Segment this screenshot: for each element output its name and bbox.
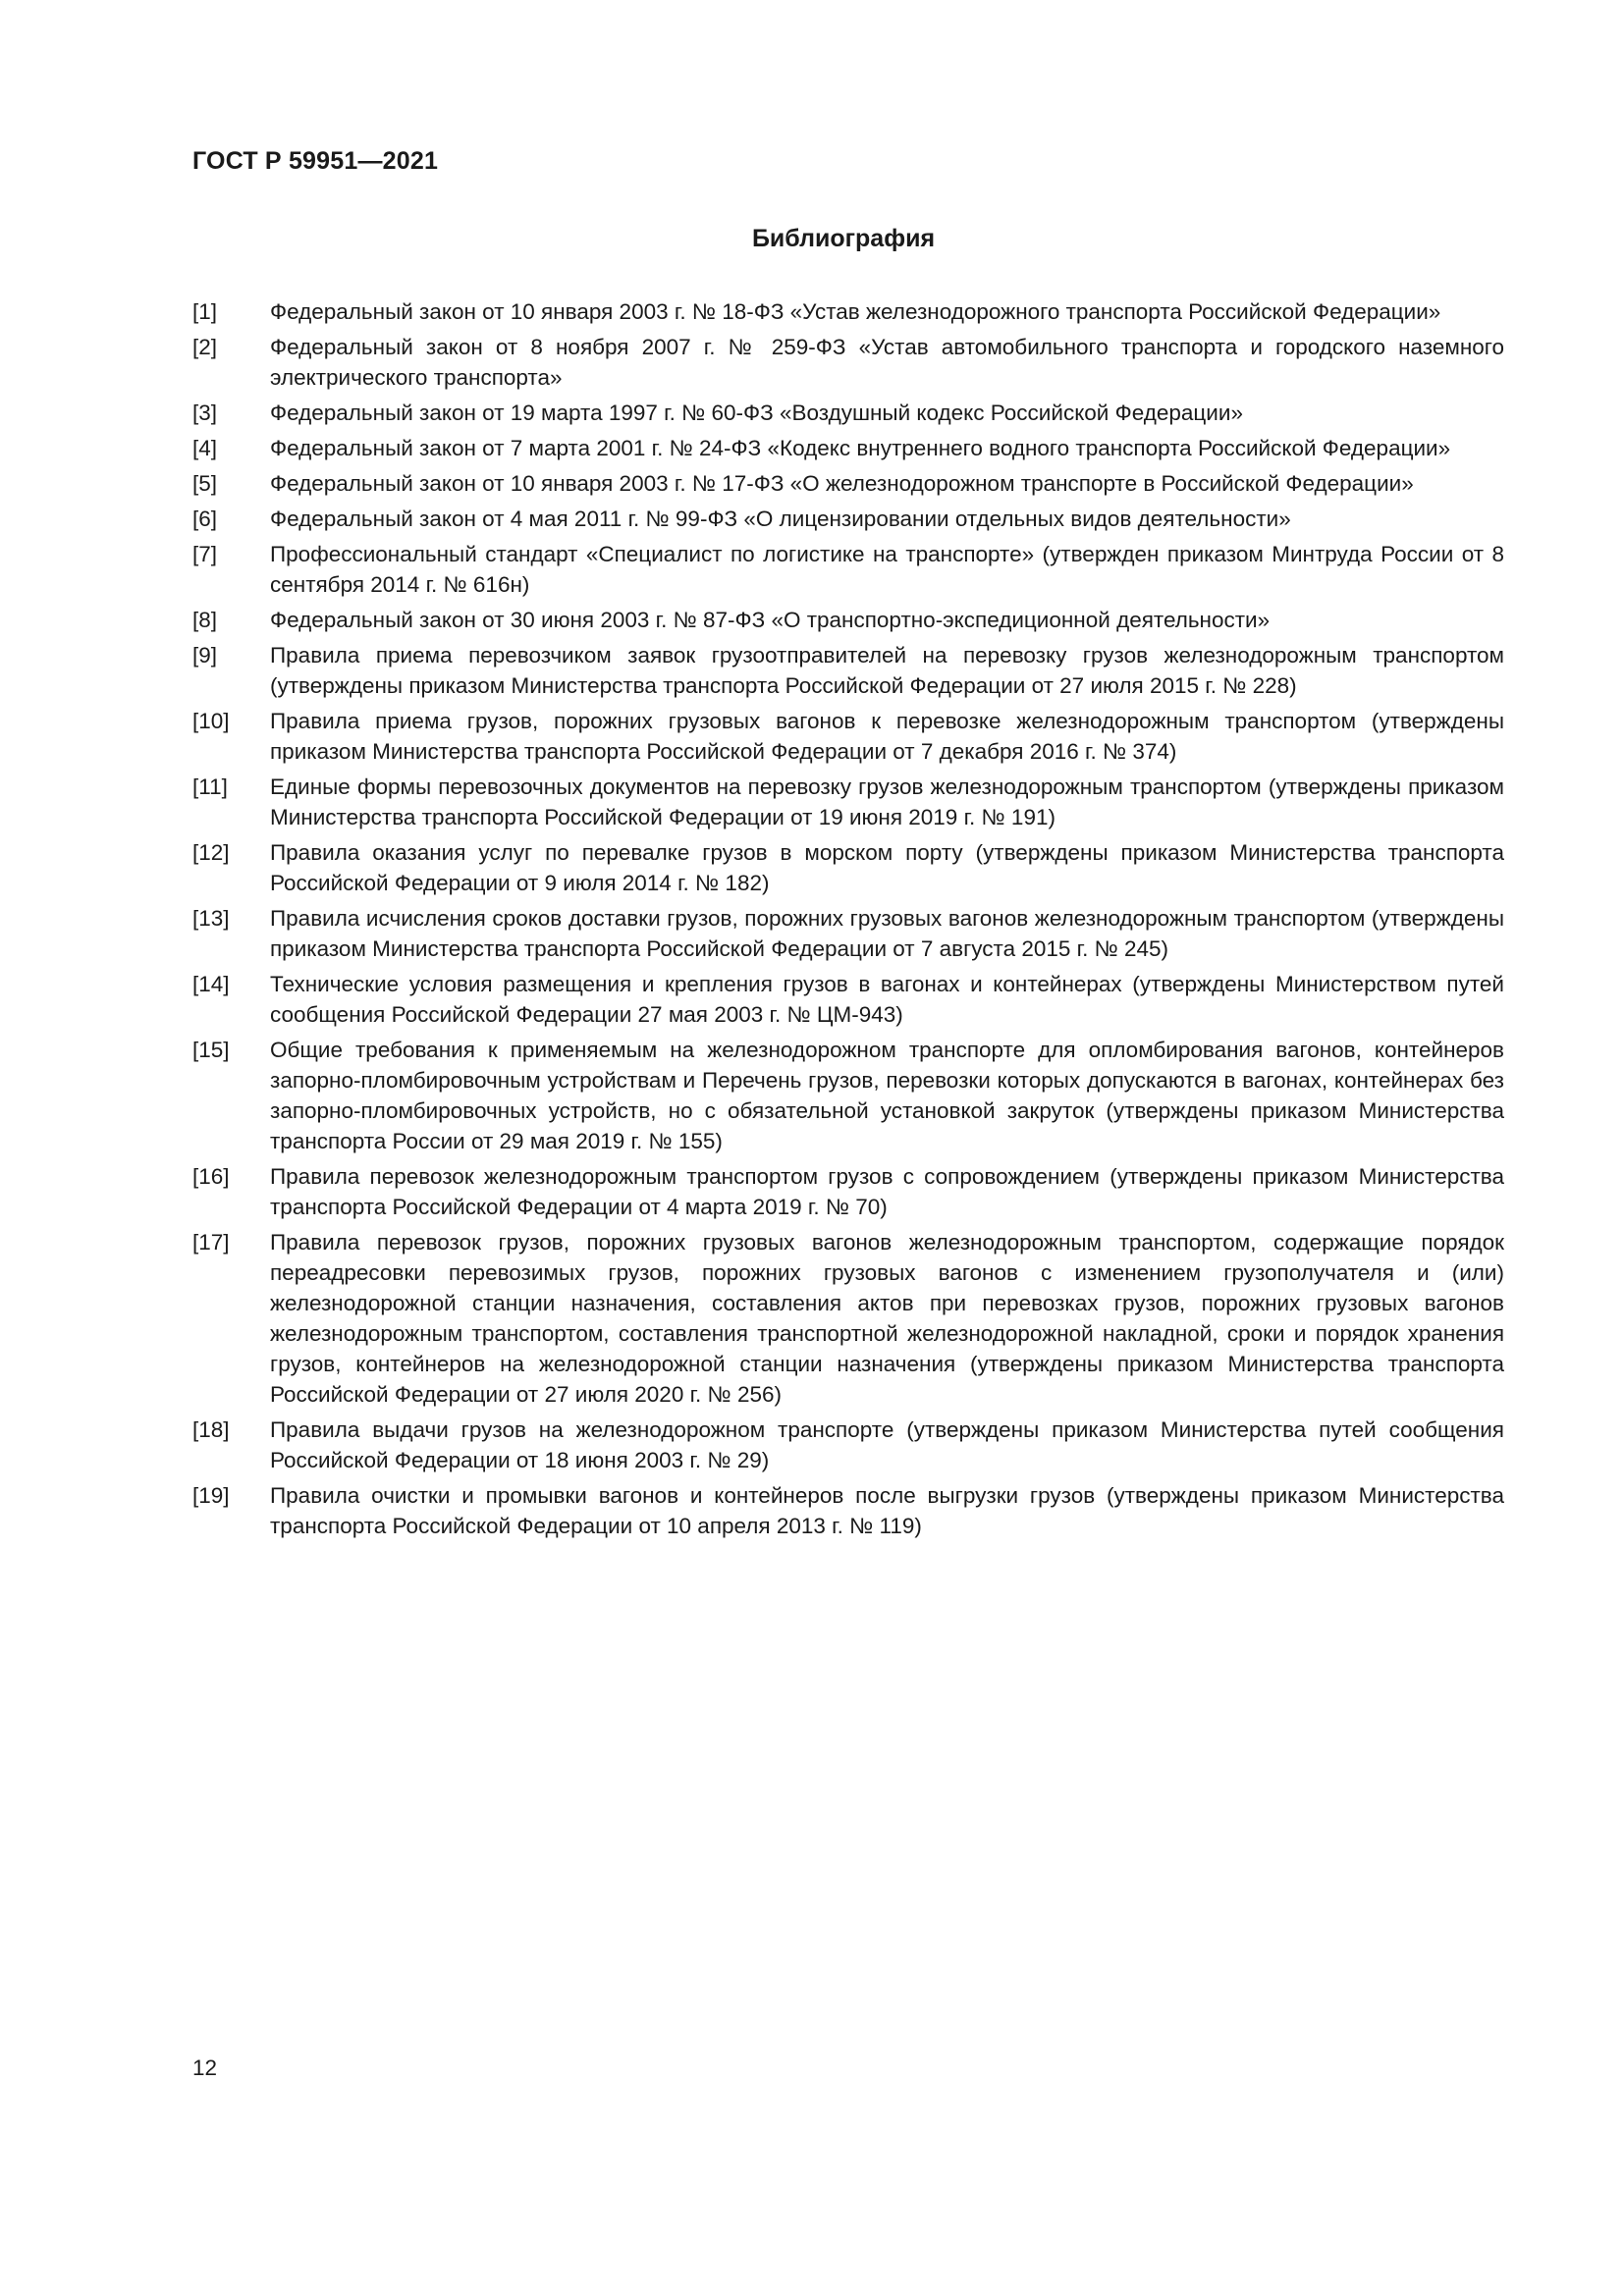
entry-number: [7]: [192, 542, 218, 566]
entry-number: [17]: [192, 1230, 230, 1255]
bibliography-entry: [192, 433, 1504, 463]
bibliography-entry: [192, 332, 1504, 393]
bibliography-entry: [192, 1480, 1504, 1541]
entry-text: Технические условия размещения и крепления грузов в вагонах и контейнерах (утверждены Министерством путей сообщения Российской Федерации 27 мая 2003 г. № ЦМ-943): [270, 972, 1504, 1027]
entry-text: Федеральный закон от 10 января 2003 г. № 17-ФЗ «О железнодорожном транспорте в Российской Федерации»: [270, 471, 1414, 496]
entry-number: [4]: [192, 436, 218, 460]
entry-text: Федеральный закон от 10 января 2003 г. № 18-ФЗ «Устав железнодорожного транспорта Российской Федерации»: [270, 299, 1441, 324]
entry-text: Правила перевозок железнодорожным транспортом грузов с сопровождением (утверждены приказом Министерства транспорта Российской Федерации от 4 марта 2019 г. № 70): [270, 1164, 1504, 1219]
bibliography-entry: [192, 1415, 1504, 1475]
bibliography-entry: [192, 1161, 1504, 1222]
entry-number: [14]: [192, 972, 230, 996]
bibliography-entry: [192, 1035, 1504, 1156]
entry-number: [11]: [192, 774, 228, 799]
entry-text: Правила приема грузов, порожних грузовых вагонов к перевозке железнодорожным транспортом (утверждены приказом Министерства транспорта Российской Федерации от 7 декабря 2016 г. № 374): [270, 709, 1504, 764]
entry-text: Правила приема перевозчиком заявок грузоотправителей на перевозку грузов железнодорожным транспортом (утверждены приказом Министерства транспорта Российской Федерации от 27 июля 2015 г. № 228): [270, 643, 1504, 698]
entry-number: [6]: [192, 507, 218, 531]
entry-number: [12]: [192, 840, 230, 865]
bibliography-entry: [192, 605, 1504, 635]
bibliography-entry: [192, 640, 1504, 701]
document-code: ГОСТ Р 59951—2021: [192, 147, 439, 175]
entry-number: [5]: [192, 471, 218, 496]
entry-text: Правила выдачи грузов на железнодорожном транспорте (утверждены приказом Министерства путей сообщения Российской Федерации от 18 июня 2003 г. № 29): [270, 1417, 1504, 1472]
bibliography-entry: [192, 969, 1504, 1030]
entry-number: [15]: [192, 1038, 230, 1062]
entry-number: [13]: [192, 906, 230, 931]
entry-text: Профессиональный стандарт «Специалист по логистике на транспорте» (утвержден приказом Минтруда России от 8 сентября 2014 г. № 616н): [270, 542, 1504, 597]
entry-text: Федеральный закон от 4 мая 2011 г. № 99-ФЗ «О лицензировании отдельных видов деятельности»: [270, 507, 1291, 531]
entry-number: [8]: [192, 608, 218, 632]
bibliography-entry: [192, 903, 1504, 964]
entry-number: [2]: [192, 335, 218, 359]
entry-text: Федеральный закон от 19 марта 1997 г. № 60-ФЗ «Воздушный кодекс Российской Федерации»: [270, 400, 1243, 425]
bibliography-entry: [192, 539, 1504, 600]
entry-number: [19]: [192, 1483, 230, 1508]
entry-number: [10]: [192, 709, 230, 733]
bibliography-list: [192, 296, 1504, 1546]
bibliography-entry: [192, 772, 1504, 832]
page-number: 12: [192, 2056, 218, 2080]
bibliography-entry: [192, 837, 1504, 898]
bibliography-entry: [192, 296, 1504, 327]
entry-number: [1]: [192, 299, 218, 324]
bibliography-entry: [192, 706, 1504, 767]
entry-text: Единые формы перевозочных документов на перевозку грузов железнодорожным транспортом (утверждены приказом Министерства транспорта Российской Федерации от 19 июня 2019 г. № 191): [270, 774, 1504, 829]
entry-text: Правила оказания услуг по перевалке грузов в морском порту (утверждены приказом Министерства транспорта Российской Федерации от 9 июля 2014 г. № 182): [270, 840, 1504, 895]
entry-number: [9]: [192, 643, 218, 667]
entry-number: [3]: [192, 400, 218, 425]
entry-text: Правила исчисления сроков доставки грузов, порожних грузовых вагонов железнодорожным транспортом (утверждены приказом Министерства транспорта Российской Федерации от 7 августа 2015 г. № 245): [270, 906, 1504, 961]
entry-text: Общие требования к применяемым на железнодорожном транспорте для опломбирования вагонов, контейнеров запорно-пломбировочным устройствам и Перечень грузов, перевозки которых допускаются в вагонах, контейнерах без запорно-пломбировочных устройств, но с обязательной установкой закруток (утверждены приказом Министерства транспорта России от 29 мая 2019 г. № 155): [270, 1038, 1504, 1153]
bibliography-entry: [192, 398, 1504, 428]
bibliography-entry: [192, 468, 1504, 499]
entry-number: [16]: [192, 1164, 230, 1189]
entry-text: Федеральный закон от 30 июня 2003 г. № 87-ФЗ «О транспортно-экспедиционной деятельности»: [270, 608, 1271, 632]
entry-number: [18]: [192, 1417, 230, 1442]
entry-text: Правила очистки и промывки вагонов и контейнеров после выгрузки грузов (утверждены приказом Министерства транспорта Российской Федерации от 10 апреля 2013 г. № 119): [270, 1483, 1504, 1538]
section-title: Библиография: [751, 225, 936, 252]
bibliography-entry: [192, 504, 1504, 534]
bibliography-entry: [192, 1227, 1504, 1410]
entry-text: Федеральный закон от 8 ноября 2007 г. № 259-ФЗ «Устав автомобильного транспорта и городского наземного электрического транспорта»: [270, 335, 1504, 390]
entry-text: Правила перевозок грузов, порожних грузовых вагонов железнодорожным транспортом, содержащие порядок переадресовки перевозимых грузов, порожних грузовых вагонов с изменением грузополучателя и (или) железнодорожной станции назначения, составления актов при перевозках грузов, порожних грузовых вагонов железнодорожным транспортом, составления транспортной железнодорожной накладной, сроки и порядок хранения грузов, контейнеров на железнодорожной станции назначения (утверждены приказом Министерства транспорта Российской Федерации от 27 июля 2020 г. № 256): [270, 1230, 1504, 1407]
entry-text: Федеральный закон от 7 марта 2001 г. № 24-ФЗ «Кодекс внутреннего водного транспорта Российской Федерации»: [270, 436, 1451, 460]
